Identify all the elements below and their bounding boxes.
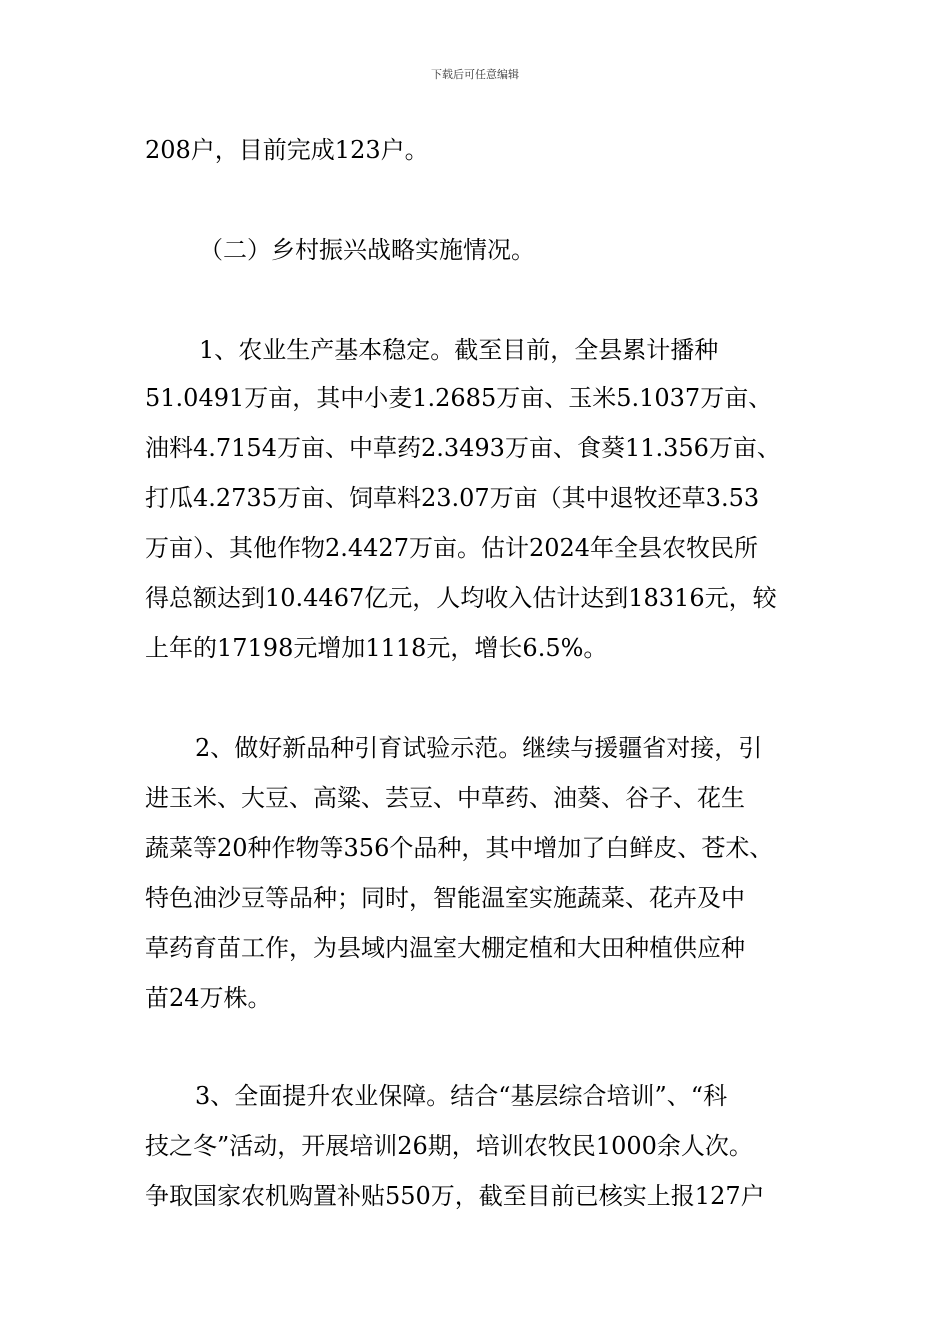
text-line: 打瓜4.2735万亩、饲草料23.07万亩（其中退牧还草3.53: [145, 484, 760, 512]
text-line: 进玉米、大豆、高粱、芸豆、中草药、油葵、谷子、花生: [145, 784, 745, 812]
text-line: 苗24万株。: [145, 984, 272, 1012]
text-line: 蔬菜等20种作物等356个品种，其中增加了白鲜皮、苍术、: [145, 834, 774, 862]
text-line: 得总额达到10.4467亿元，人均收入估计达到18316元，较: [145, 584, 777, 612]
text-line: 争取国家农机购置补贴550万，截至目前已核实上报127户: [145, 1182, 765, 1210]
text-line: 208户，目前完成123户。: [145, 136, 429, 164]
text-line: 51.0491万亩，其中小麦1.2685万亩、玉米5.1037万亩、: [145, 384, 773, 412]
text-line: 万亩）、其他作物2.4427万亩。估计2024年全县农牧民所: [145, 534, 759, 562]
text-line: 2、做好新品种引育试验示范。继续与援疆省对接，引: [195, 734, 763, 762]
text-line: 1、农业生产基本稳定。截至目前，全县累计播种: [199, 336, 719, 364]
text-line: 技之冬”活动，开展培训26期，培训农牧民1000余人次。: [145, 1132, 753, 1160]
text-line: 特色油沙豆等品种；同时，智能温室实施蔬菜、花卉及中: [145, 884, 745, 912]
text-line: 3、全面提升农业保障。结合“基层综合培训”、“科: [195, 1082, 728, 1110]
page-header: 下载后可任意编辑: [431, 68, 519, 81]
text-line: 油料4.7154万亩、中草药2.3493万亩、食葵11.356万亩、: [145, 434, 781, 462]
text-line: 上年的17198元增加1118元，增长6.5%。: [145, 634, 608, 662]
section-heading: （二）乡村振兴战略实施情况。: [199, 236, 535, 264]
text-line: 草药育苗工作，为县域内温室大棚定植和大田种植供应种: [145, 934, 745, 962]
